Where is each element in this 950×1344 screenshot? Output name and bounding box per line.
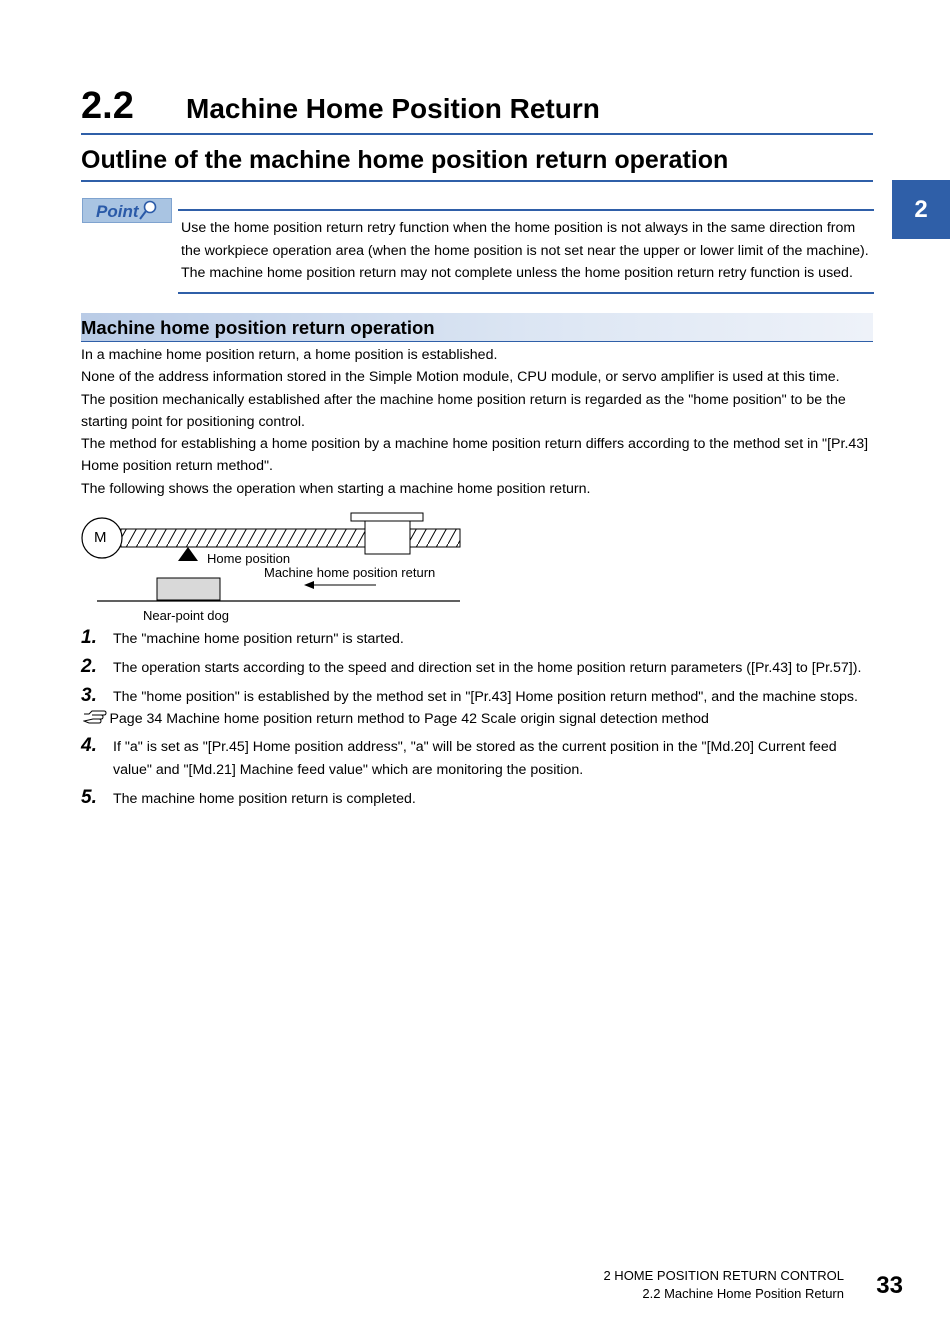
footer-section: 2.2 Machine Home Position Return [642,1286,844,1301]
subsection-body [81,344,876,500]
step-text: The "home position" is established by the method set in "[Pr.43] Home position return method", and the machine stops. [113,689,858,705]
step-number: 1. [81,627,97,648]
reference-link[interactable] [83,708,711,731]
point-top-rule [178,209,874,211]
point-body [181,217,881,285]
page-number: 33 [876,1272,903,1299]
subsection-title: Machine home position return operation [81,317,435,338]
point-badge-label: Point [96,202,139,221]
pointing-hand-icon [83,710,107,724]
outline-title: Outline of the machine home position return operation [81,146,729,174]
home-position-marker-icon [178,547,198,561]
body-line: None of the address information stored in the Simple Motion module, CPU module, or servo amplifier is used at this time. [81,369,840,386]
point-line: Use the home position return retry function when the home position is not always in the same direction from [181,220,856,236]
return-direction-label: Machine home position return [264,565,436,580]
magnifier-icon [137,199,159,221]
chapter-tab[interactable]: 2 [892,180,950,239]
body-line: The position mechanically established after the machine home position return is regarded as the "home position" to be the [81,391,846,408]
point-line: The machine home position return may not complete unless the home position return retry function is used. [181,265,853,281]
point-badge [82,198,172,223]
near-point-dog-label: Near-point dog [143,608,229,623]
step-number: 4. [81,735,97,756]
section-title: Machine Home Position Return [186,93,600,124]
arrow-head-icon [304,581,314,589]
outline-title-rule [81,180,873,182]
body-line: In a machine home position return, a home position is established. [81,347,498,363]
step-text: If "a" is set as "[Pr.45] Home position address", "a" will be stored as the current position in the "[Md.20] Current feed [113,739,837,755]
reference-text[interactable]: Page 34 Machine home position return method to Page 42 Scale origin signal detection method [109,711,709,727]
step-number: 5. [81,787,97,808]
step-text: value" and "[Md.21] Machine feed value" which are monitoring the position. [113,762,584,778]
body-line: starting point for positioning control. [81,413,305,430]
step-text: The "machine home position return" is started. [113,631,404,647]
body-line: The method for establishing a home position by a machine home position return differs according to the method set in "[Pr.43] [81,436,869,453]
step-text: The machine home position return is completed. [113,791,416,807]
point-bottom-rule [178,292,874,294]
motor-label: M [94,529,107,546]
moving-table-body [365,521,410,554]
moving-table-top [351,513,423,521]
near-point-dog [157,578,220,600]
body-line: The following shows the operation when starting a machine home position return. [81,480,591,497]
step-text: The operation starts according to the speed and direction set in the home position return parameters ([Pr.43] to [Pr.57]). [113,660,862,676]
step-number: 2. [81,656,97,677]
home-position-label: Home position [207,551,291,566]
section-title-rule [81,133,873,135]
body-line: Home position return method". [81,458,273,475]
point-line: the workpiece operation area (when the home position is not set near the upper or lower limit of the machine). [181,242,869,259]
step-number: 3. [81,685,97,706]
footer-chapter: 2 HOME POSITION RETURN CONTROL [603,1268,844,1283]
section-number: 2.2 [81,85,134,127]
